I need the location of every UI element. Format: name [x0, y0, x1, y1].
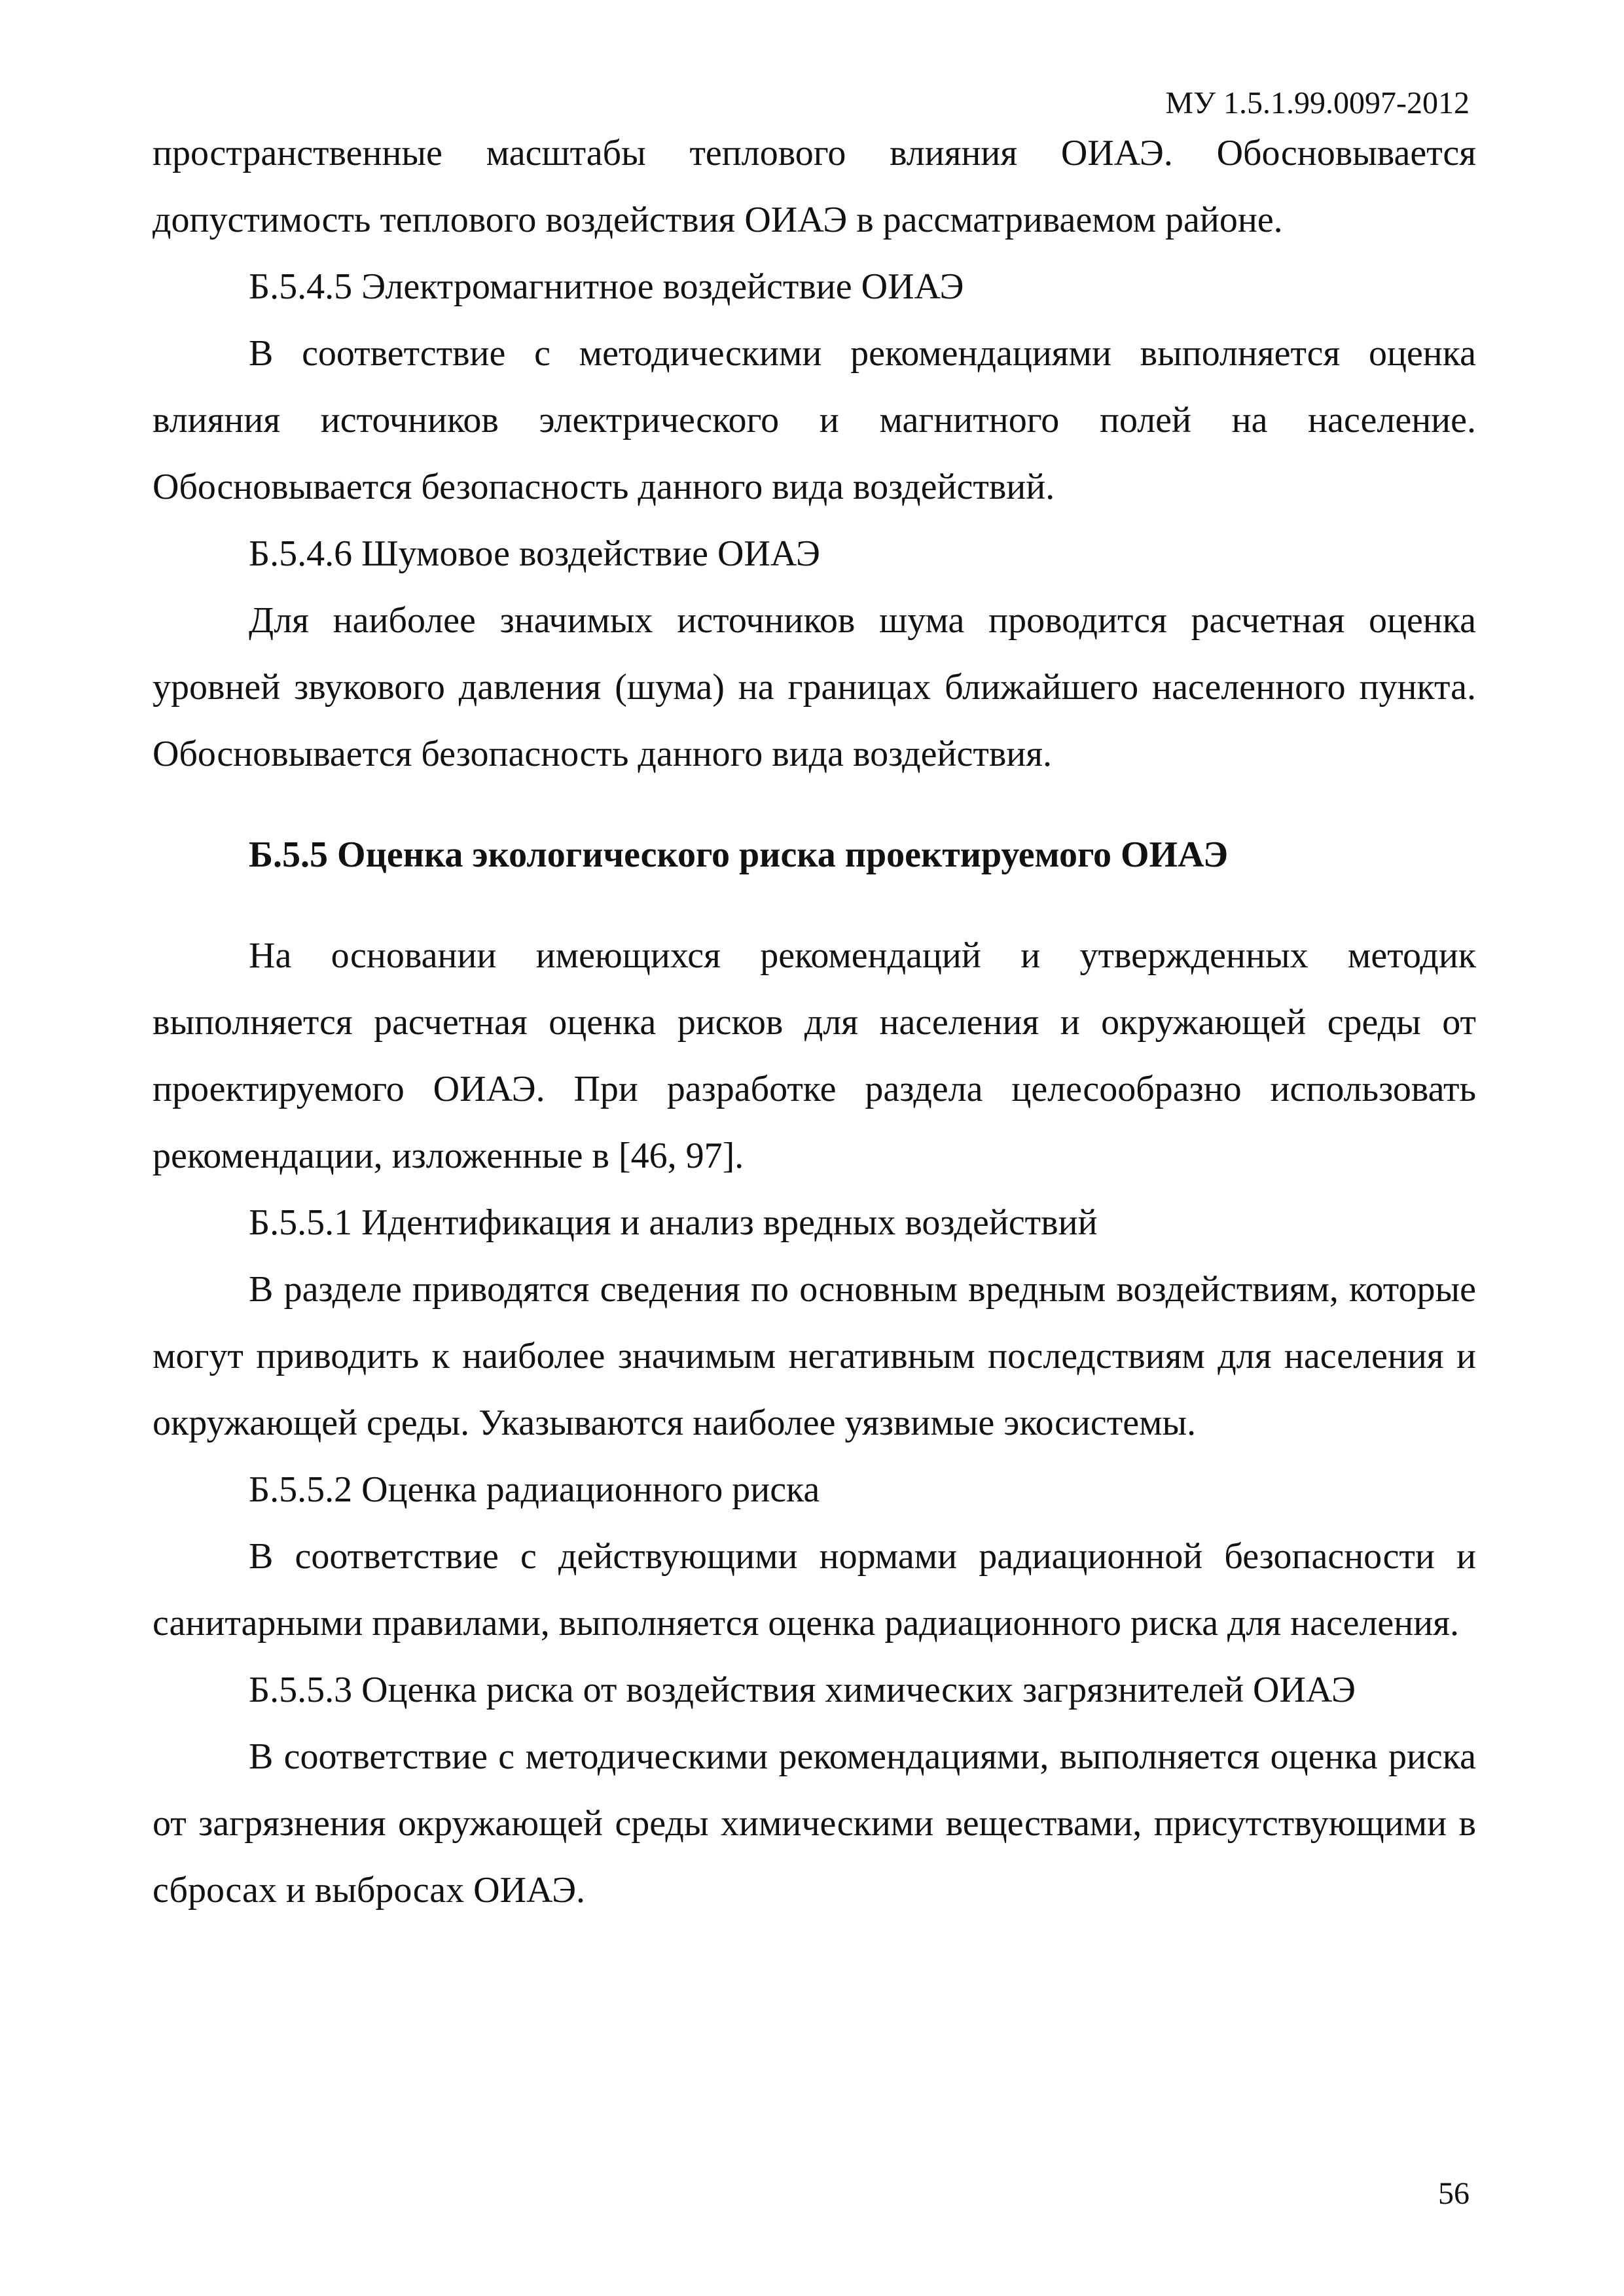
document-code: МУ 1.5.1.99.0097-2012 — [1165, 86, 1470, 120]
document-body — [153, 120, 1476, 1924]
paragraph-risk-intro: На основании имеющихся рекомендаций и утвержденных методик выполняется расчетная оценка рисков для населения и окружающей среды от проектируемого ОИАЭ. При разработке раздела целесообразно использовать рекомендации, изложенные в [46, 97]. — [153, 935, 1476, 1176]
paragraph-chemical-risk: В соответствие с методическими рекомендациями, выполняется оценка риска от загрязнения окружающей среды химическими веществами, присутствующими в сбросах и выбросах ОИАЭ. — [153, 1736, 1476, 1910]
paragraph-harmful-impacts: В разделе приводятся сведения по основным вредным воздействиям, которые могут приводить к наиболее значимым негативным последствиям для населения и окружающей среды. Указываются наиболее уязвимые экосистемы. — [153, 1269, 1476, 1443]
paragraph-continuation: пространственные масштабы теплового влияния ОИАЭ. Обосновывается допустимость теплового воздействия ОИАЭ в рассматриваемом районе. — [153, 133, 1476, 240]
paragraph-electromagnetic: В соответствие с методическими рекомендациями выполняется оценка влияния источников электрического и магнитного полей на население. Обосновывается безопасность данного вида воздействий. — [153, 333, 1476, 507]
subheading-b545: Б.5.4.5 Электромагнитное воздействие ОИАЭ — [249, 266, 964, 307]
subheading-b552: Б.5.5.2 Оценка радиационного риска — [249, 1469, 820, 1510]
paragraph-noise: Для наиболее значимых источников шума проводится расчетная оценка уровней звукового давления (шума) на границах ближайшего населенного пункта. Обосновывается безопасность данного вида воздействия. — [153, 600, 1476, 774]
subheading-b551: Б.5.5.1 Идентификация и анализ вредных воздействий — [249, 1202, 1098, 1243]
page-number: 56 — [1438, 2176, 1470, 2211]
subheading-b546: Б.5.4.6 Шумовое воздействие ОИАЭ — [249, 533, 820, 574]
section-heading-b55: Б.5.5 Оценка экологического риска проектируемого ОИАЭ — [249, 834, 1229, 875]
paragraph-radiation-risk: В соответствие с действующими нормами радиационной безопасности и санитарными правилами, выполняется оценка радиационного риска для населения. — [153, 1536, 1476, 1643]
subheading-b553: Б.5.5.3 Оценка риска от воздействия химических загрязнителей ОИАЭ — [249, 1670, 1356, 1710]
